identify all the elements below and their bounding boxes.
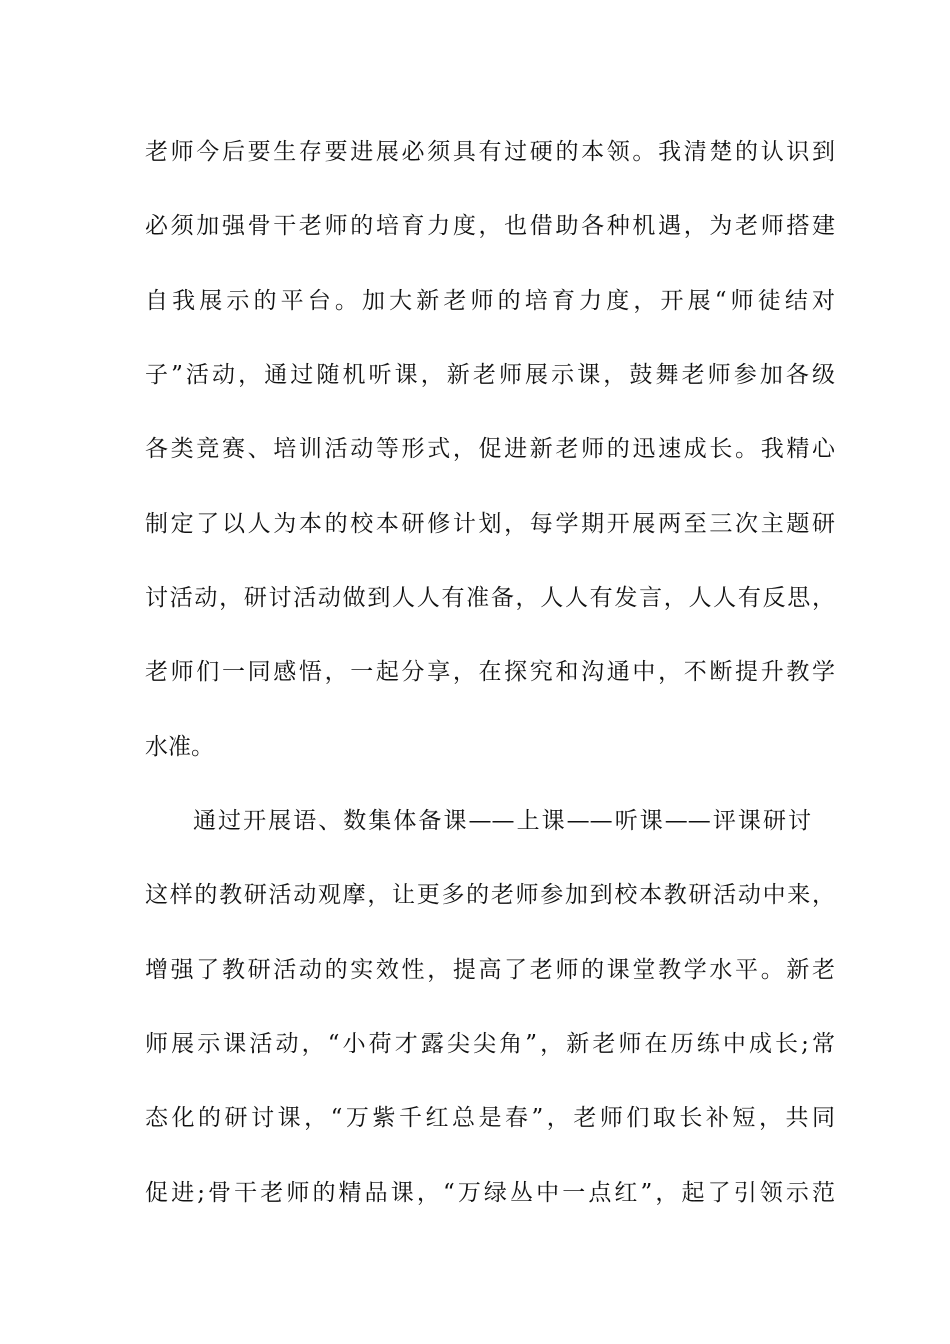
text-line-9: 水准。	[145, 734, 214, 760]
text-line-15: 促进;骨干老师的精品课，“万绿丛中一点红”，起了引领示范	[145, 1180, 835, 1206]
text-line-10: 通过开展语、数集体备课——上课——听课——评课研讨	[193, 808, 811, 834]
text-line-3: 自我展示的平台。加大新老师的培育力度，开展“师徒结对	[145, 288, 835, 314]
text-line-8: 老师们一同感悟，一起分享，在探究和沟通中，不断提升教学	[145, 659, 835, 685]
text-line-4: 子”活动，通过随机听课，新老师展示课，鼓舞老师参加各级	[145, 362, 835, 388]
text-line-12: 增强了教研活动的实效性，提高了老师的课堂教学水平。新老	[145, 957, 835, 983]
text-line-5: 各类竞赛、培训活动等形式，促进新老师的迅速成长。我精心	[145, 436, 835, 462]
text-line-13: 师展示课活动，“小荷才露尖尖角”，新老师在历练中成长;常	[145, 1031, 835, 1057]
text-line-7: 讨活动，研讨活动做到人人有准备，人人有发言，人人有反思，	[145, 585, 835, 611]
text-line-14: 态化的研讨课，“万紫千红总是春”，老师们取长补短，共同	[145, 1105, 835, 1131]
text-line-6: 制定了以人为本的校本研修计划，每学期开展两至三次主题研	[145, 511, 835, 537]
text-line-11: 这样的教研活动观摩，让更多的老师参加到校本教研活动中来，	[145, 882, 835, 908]
text-line-1: 老师今后要生存要进展必须具有过硬的本领。我清楚的认识到	[145, 139, 835, 165]
text-line-2: 必须加强骨干老师的培育力度，也借助各种机遇，为老师搭建	[145, 213, 835, 239]
